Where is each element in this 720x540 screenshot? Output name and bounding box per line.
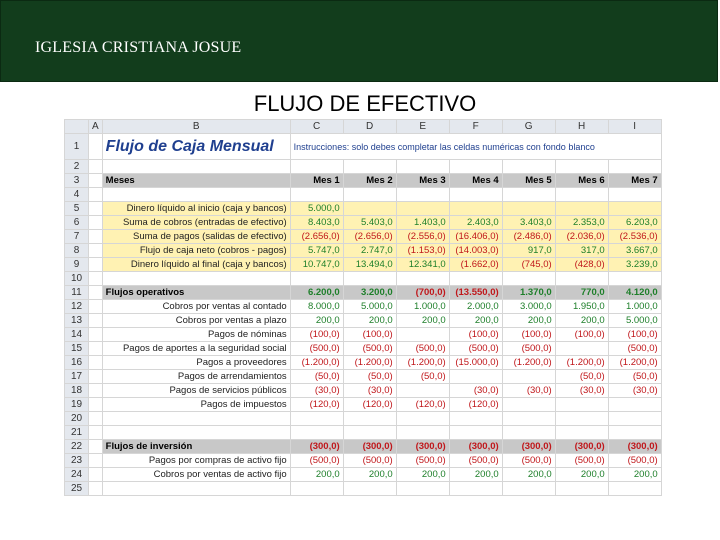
column-header-row	[65, 120, 662, 134]
value-cell[interactable]: (15.000,0)	[449, 356, 502, 370]
cell-a[interactable]	[89, 230, 103, 244]
value-cell[interactable]: (1.200,0)	[343, 356, 396, 370]
cell-month[interactable]	[608, 426, 661, 440]
cell-month[interactable]	[608, 272, 661, 286]
cell-month[interactable]	[608, 412, 661, 426]
row-label[interactable]: Cobros por ventas a plazo	[102, 314, 290, 328]
row-number[interactable]: 13	[65, 314, 89, 328]
value-cell[interactable]: (50,0)	[555, 370, 608, 384]
value-cell[interactable]: (14.003,0)	[449, 244, 502, 258]
value-cell[interactable]	[555, 202, 608, 216]
value-cell[interactable]: 2.403,0	[449, 216, 502, 230]
cell-month[interactable]	[555, 272, 608, 286]
row-number[interactable]: 20	[65, 412, 89, 426]
cell-a[interactable]	[89, 342, 103, 356]
row-number[interactable]: 15	[65, 342, 89, 356]
row-number[interactable]: 19	[65, 398, 89, 412]
value-cell[interactable]: 200,0	[343, 314, 396, 328]
value-cell[interactable]: 200,0	[449, 468, 502, 482]
cell-b[interactable]	[102, 426, 290, 440]
cell-month[interactable]	[555, 188, 608, 202]
row-number[interactable]: 23	[65, 454, 89, 468]
cell-month[interactable]	[608, 160, 661, 174]
value-cell[interactable]: (500,0)	[396, 454, 449, 468]
cell-a[interactable]	[89, 412, 103, 426]
row-number[interactable]: 24	[65, 468, 89, 482]
operativo-row	[65, 342, 662, 356]
cell-month[interactable]	[343, 188, 396, 202]
value-cell[interactable]: 3.403,0	[502, 216, 555, 230]
cell-month[interactable]	[396, 482, 449, 496]
value-cell[interactable]: (13.550,0)	[449, 286, 502, 300]
value-cell[interactable]: (2.656,0)	[290, 230, 343, 244]
value-cell[interactable]: 3.000,0	[502, 300, 555, 314]
cell-a[interactable]	[89, 482, 103, 496]
value-cell[interactable]: 200,0	[396, 314, 449, 328]
value-cell[interactable]: (500,0)	[608, 342, 661, 356]
sheet-title: Flujo de Caja Mensual	[102, 134, 290, 160]
value-cell[interactable]: (700,0)	[396, 286, 449, 300]
cell-month[interactable]	[343, 482, 396, 496]
cell-month[interactable]	[608, 482, 661, 496]
cell-b[interactable]	[102, 272, 290, 286]
value-cell[interactable]: 200,0	[502, 314, 555, 328]
month-header[interactable]: Mes 7	[608, 174, 661, 188]
value-cell[interactable]: 200,0	[290, 468, 343, 482]
month-header[interactable]: Mes 1	[290, 174, 343, 188]
summary-row	[65, 202, 662, 216]
column-header-d[interactable]: D	[343, 120, 396, 134]
value-cell[interactable]: 5.000,0	[343, 300, 396, 314]
operativo-row	[65, 370, 662, 384]
summary-label[interactable]: Dinero líquido al inicio (caja y bancos)	[102, 202, 290, 216]
value-cell[interactable]: (500,0)	[290, 342, 343, 356]
row-number[interactable]: 10	[65, 272, 89, 286]
value-cell[interactable]	[555, 398, 608, 412]
row-label[interactable]: Pagos a proveedores	[102, 356, 290, 370]
value-cell[interactable]	[608, 398, 661, 412]
value-cell[interactable]: 917,0	[502, 244, 555, 258]
value-cell[interactable]: (30,0)	[555, 384, 608, 398]
value-cell[interactable]: (2.536,0)	[608, 230, 661, 244]
value-cell[interactable]: (30,0)	[502, 384, 555, 398]
organization-name: IGLESIA CRISTIANA JOSUE	[35, 39, 242, 56]
row-number[interactable]: 3	[65, 174, 89, 188]
operativo-row	[65, 398, 662, 412]
cell-a[interactable]	[89, 286, 103, 300]
operativo-row	[65, 314, 662, 328]
value-cell[interactable]: 10.747,0	[290, 258, 343, 272]
value-cell[interactable]: (30,0)	[449, 384, 502, 398]
value-cell[interactable]: (2.556,0)	[396, 230, 449, 244]
row-number[interactable]: 5	[65, 202, 89, 216]
cell-a[interactable]	[89, 188, 103, 202]
value-cell[interactable]: (500,0)	[449, 342, 502, 356]
value-cell[interactable]: (50,0)	[343, 370, 396, 384]
cell-b[interactable]	[102, 412, 290, 426]
section-inversion-row	[65, 440, 662, 454]
value-cell[interactable]: (1.200,0)	[502, 356, 555, 370]
cell-a[interactable]	[89, 216, 103, 230]
month-header[interactable]: Mes 4	[449, 174, 502, 188]
cell-month[interactable]	[290, 160, 343, 174]
value-cell[interactable]: (300,0)	[449, 440, 502, 454]
value-cell[interactable]: (120,0)	[290, 398, 343, 412]
cell-a[interactable]	[89, 454, 103, 468]
value-cell[interactable]: (300,0)	[343, 440, 396, 454]
cell-month[interactable]	[396, 426, 449, 440]
operativo-row	[65, 356, 662, 370]
value-cell[interactable]: 6.203,0	[608, 216, 661, 230]
value-cell[interactable]: 200,0	[449, 314, 502, 328]
cell-b[interactable]	[102, 188, 290, 202]
cell-a[interactable]	[89, 398, 103, 412]
cell-a[interactable]	[89, 384, 103, 398]
section-operativos-row	[65, 286, 662, 300]
value-cell[interactable]	[608, 202, 661, 216]
value-cell[interactable]: (300,0)	[290, 440, 343, 454]
empty-row	[65, 482, 662, 496]
row-label[interactable]: Pagos de aportes a la seguridad social	[102, 342, 290, 356]
operativo-row	[65, 328, 662, 342]
value-cell[interactable]: 12.341,0	[396, 258, 449, 272]
value-cell[interactable]: 200,0	[502, 468, 555, 482]
column-header-f[interactable]: F	[449, 120, 502, 134]
column-header-b[interactable]: B	[102, 120, 290, 134]
empty-row	[65, 188, 662, 202]
value-cell[interactable]: (30,0)	[343, 384, 396, 398]
cell-month[interactable]	[449, 188, 502, 202]
row-number[interactable]: 22	[65, 440, 89, 454]
cell-month[interactable]	[343, 426, 396, 440]
value-cell[interactable]	[396, 202, 449, 216]
row-number[interactable]: 14	[65, 328, 89, 342]
value-cell[interactable]: 317,0	[555, 244, 608, 258]
value-cell[interactable]: 2.747,0	[343, 244, 396, 258]
value-cell[interactable]: (500,0)	[396, 342, 449, 356]
months-header-row	[65, 174, 662, 188]
month-header[interactable]: Mes 6	[555, 174, 608, 188]
cell-month[interactable]	[502, 482, 555, 496]
cell-a[interactable]	[89, 244, 103, 258]
value-cell[interactable]: (500,0)	[343, 454, 396, 468]
value-cell[interactable]: (500,0)	[290, 454, 343, 468]
cell-month[interactable]	[290, 412, 343, 426]
value-cell[interactable]: 2.353,0	[555, 216, 608, 230]
summary-row	[65, 230, 662, 244]
value-cell[interactable]: (50,0)	[608, 370, 661, 384]
cell-a[interactable]	[89, 272, 103, 286]
summary-row	[65, 258, 662, 272]
empty-row	[65, 272, 662, 286]
value-cell[interactable]: (500,0)	[343, 342, 396, 356]
value-cell[interactable]: 5.747,0	[290, 244, 343, 258]
value-cell[interactable]: (50,0)	[396, 370, 449, 384]
summary-label[interactable]: Suma de pagos (salidas de efectivo)	[102, 230, 290, 244]
cell-a[interactable]	[89, 314, 103, 328]
cell-month[interactable]	[449, 160, 502, 174]
value-cell[interactable]: (745,0)	[502, 258, 555, 272]
cell-a[interactable]	[89, 356, 103, 370]
row-number[interactable]: 21	[65, 426, 89, 440]
cell-month[interactable]	[608, 188, 661, 202]
value-cell[interactable]: (1.200,0)	[555, 356, 608, 370]
cell-a[interactable]	[89, 426, 103, 440]
header-bar	[0, 0, 718, 82]
value-cell[interactable]: (1.662,0)	[449, 258, 502, 272]
summary-row	[65, 216, 662, 230]
value-cell[interactable]: (300,0)	[502, 440, 555, 454]
cell-month[interactable]	[555, 412, 608, 426]
sheet-body	[65, 134, 662, 496]
row-number[interactable]: 1	[65, 134, 89, 160]
value-cell[interactable]: 6.200,0	[290, 286, 343, 300]
cell-month[interactable]	[555, 160, 608, 174]
cell-a[interactable]	[89, 300, 103, 314]
value-cell[interactable]: 3.239,0	[608, 258, 661, 272]
value-cell[interactable]: (1.200,0)	[608, 356, 661, 370]
value-cell[interactable]	[449, 202, 502, 216]
cell-a[interactable]	[89, 328, 103, 342]
cell-month[interactable]	[290, 188, 343, 202]
row-label[interactable]: Cobros por ventas al contado	[102, 300, 290, 314]
value-cell[interactable]: 5.403,0	[343, 216, 396, 230]
value-cell[interactable]: (300,0)	[608, 440, 661, 454]
value-cell[interactable]: (1.200,0)	[396, 356, 449, 370]
value-cell[interactable]	[449, 370, 502, 384]
cell-a[interactable]	[89, 160, 103, 174]
value-cell[interactable]: (100,0)	[290, 328, 343, 342]
value-cell[interactable]: 13.494,0	[343, 258, 396, 272]
value-cell[interactable]: 3.200,0	[343, 286, 396, 300]
months-label[interactable]: Meses	[102, 174, 290, 188]
section-label[interactable]: Flujos operativos	[102, 286, 290, 300]
month-header[interactable]: Mes 5	[502, 174, 555, 188]
value-cell[interactable]: (500,0)	[555, 454, 608, 468]
row-label[interactable]: Pagos de impuestos	[102, 398, 290, 412]
month-header[interactable]: Mes 3	[396, 174, 449, 188]
cell-month[interactable]	[502, 426, 555, 440]
value-cell[interactable]: (500,0)	[502, 454, 555, 468]
value-cell[interactable]: (30,0)	[290, 384, 343, 398]
value-cell[interactable]: 1.403,0	[396, 216, 449, 230]
cell-month[interactable]	[343, 412, 396, 426]
value-cell[interactable]: 8.000,0	[290, 300, 343, 314]
row-number[interactable]: 7	[65, 230, 89, 244]
section-label[interactable]: Flujos de inversión	[102, 440, 290, 454]
cell-month[interactable]	[343, 160, 396, 174]
cell-month[interactable]	[502, 188, 555, 202]
cell-b[interactable]	[102, 160, 290, 174]
value-cell[interactable]: 1.950,0	[555, 300, 608, 314]
value-cell[interactable]: 200,0	[555, 314, 608, 328]
operativo-row	[65, 384, 662, 398]
cell-month[interactable]	[396, 272, 449, 286]
value-cell[interactable]: (120,0)	[396, 398, 449, 412]
value-cell[interactable]: (2.486,0)	[502, 230, 555, 244]
value-cell[interactable]: 8.403,0	[290, 216, 343, 230]
row-label[interactable]: Cobros por ventas de activo fijo	[102, 468, 290, 482]
value-cell[interactable]: (300,0)	[396, 440, 449, 454]
value-cell[interactable]: 770,0	[555, 286, 608, 300]
value-cell[interactable]: (300,0)	[555, 440, 608, 454]
value-cell[interactable]: 200,0	[608, 468, 661, 482]
value-cell[interactable]: (100,0)	[343, 328, 396, 342]
value-cell[interactable]: 1.000,0	[396, 300, 449, 314]
cash-flow-spreadsheet	[64, 119, 662, 496]
select-all-corner[interactable]	[65, 120, 89, 134]
value-cell[interactable]: (1.200,0)	[290, 356, 343, 370]
operativo-row	[65, 300, 662, 314]
value-cell[interactable]	[502, 370, 555, 384]
value-cell[interactable]: (16.406,0)	[449, 230, 502, 244]
empty-row	[65, 426, 662, 440]
row-number[interactable]: 16	[65, 356, 89, 370]
value-cell[interactable]: (100,0)	[608, 328, 661, 342]
value-cell[interactable]: 3.667,0	[608, 244, 661, 258]
row-number[interactable]: 25	[65, 482, 89, 496]
cell-month[interactable]	[290, 482, 343, 496]
row-label[interactable]: Pagos de servicios públicos	[102, 384, 290, 398]
inversion-row	[65, 454, 662, 468]
value-cell[interactable]: (428,0)	[555, 258, 608, 272]
empty-row	[65, 160, 662, 174]
summary-label[interactable]: Suma de cobros (entradas de efectivo)	[102, 216, 290, 230]
value-cell[interactable]: (30,0)	[608, 384, 661, 398]
title-row	[65, 134, 662, 160]
cell-a[interactable]	[89, 258, 103, 272]
cell-month[interactable]	[290, 272, 343, 286]
summary-row	[65, 244, 662, 258]
value-cell[interactable]: (2.656,0)	[343, 230, 396, 244]
cell-month[interactable]	[290, 426, 343, 440]
column-header-a[interactable]: A	[89, 120, 103, 134]
row-number[interactable]: 6	[65, 216, 89, 230]
instructions-text: Instrucciones: solo debes completar las celdas numéricas con fondo blanco	[290, 134, 661, 160]
row-number[interactable]: 8	[65, 244, 89, 258]
value-cell[interactable]: (100,0)	[502, 328, 555, 342]
cell-a[interactable]	[89, 440, 103, 454]
cell-month[interactable]	[449, 272, 502, 286]
cell-a[interactable]	[89, 468, 103, 482]
row-number[interactable]: 9	[65, 258, 89, 272]
cell-a[interactable]	[89, 370, 103, 384]
row-number[interactable]: 12	[65, 300, 89, 314]
value-cell[interactable]: 1.370,0	[502, 286, 555, 300]
column-header-h[interactable]: H	[555, 120, 608, 134]
cell-month[interactable]	[449, 482, 502, 496]
row-number[interactable]: 2	[65, 160, 89, 174]
cell-a[interactable]	[89, 202, 103, 216]
value-cell[interactable]: (2.036,0)	[555, 230, 608, 244]
value-cell[interactable]	[343, 202, 396, 216]
slide-title: FLUJO DE EFECTIVO	[253, 91, 477, 116]
row-number[interactable]: 11	[65, 286, 89, 300]
cell-b[interactable]	[102, 482, 290, 496]
value-cell[interactable]: 1.000,0	[608, 300, 661, 314]
value-cell[interactable]	[396, 328, 449, 342]
value-cell[interactable]: 200,0	[555, 468, 608, 482]
cell-a[interactable]	[89, 174, 103, 188]
value-cell[interactable]: (500,0)	[449, 454, 502, 468]
value-cell[interactable]: 4.120,0	[608, 286, 661, 300]
empty-row	[65, 412, 662, 426]
summary-label[interactable]: Flujo de caja neto (cobros - pagos)	[102, 244, 290, 258]
column-header-g[interactable]: G	[502, 120, 555, 134]
cell-month[interactable]	[449, 412, 502, 426]
value-cell[interactable]: (500,0)	[502, 342, 555, 356]
row-number[interactable]: 18	[65, 384, 89, 398]
cell-month[interactable]	[502, 272, 555, 286]
value-cell[interactable]: (120,0)	[343, 398, 396, 412]
row-label[interactable]: Pagos de arrendamientos	[102, 370, 290, 384]
cell-month[interactable]	[343, 272, 396, 286]
cell-month[interactable]	[396, 412, 449, 426]
summary-label[interactable]: Dinero líquido al final (caja y bancos)	[102, 258, 290, 272]
value-cell[interactable]: 5.000,0	[608, 314, 661, 328]
column-header-i[interactable]: I	[608, 120, 661, 134]
cell-month[interactable]	[396, 160, 449, 174]
column-header-e[interactable]: E	[396, 120, 449, 134]
value-cell[interactable]: 200,0	[396, 468, 449, 482]
row-number[interactable]: 17	[65, 370, 89, 384]
inversion-row	[65, 468, 662, 482]
month-header[interactable]: Mes 2	[343, 174, 396, 188]
row-label[interactable]: Pagos de nóminas	[102, 328, 290, 342]
cell-month[interactable]	[449, 426, 502, 440]
value-cell[interactable]	[555, 342, 608, 356]
value-cell[interactable]: 200,0	[343, 468, 396, 482]
value-cell[interactable]	[502, 398, 555, 412]
value-cell[interactable]: (1.153,0)	[396, 244, 449, 258]
column-header-c[interactable]: C	[290, 120, 343, 134]
cell-month[interactable]	[502, 412, 555, 426]
value-cell[interactable]: (100,0)	[555, 328, 608, 342]
value-cell[interactable]: (100,0)	[449, 328, 502, 342]
cell-month[interactable]	[555, 426, 608, 440]
value-cell[interactable]: (500,0)	[608, 454, 661, 468]
row-label[interactable]: Pagos por compras de activo fijo	[102, 454, 290, 468]
row-number[interactable]: 4	[65, 188, 89, 202]
cell-month[interactable]	[502, 160, 555, 174]
value-cell[interactable]: 200,0	[290, 314, 343, 328]
cell-a[interactable]	[89, 134, 103, 160]
value-cell[interactable]: 5.000,0	[290, 202, 343, 216]
cell-month[interactable]	[555, 482, 608, 496]
value-cell[interactable]: (120,0)	[449, 398, 502, 412]
value-cell[interactable]	[396, 384, 449, 398]
value-cell[interactable]	[502, 202, 555, 216]
value-cell[interactable]: 2.000,0	[449, 300, 502, 314]
value-cell[interactable]: (50,0)	[290, 370, 343, 384]
cell-month[interactable]	[396, 188, 449, 202]
